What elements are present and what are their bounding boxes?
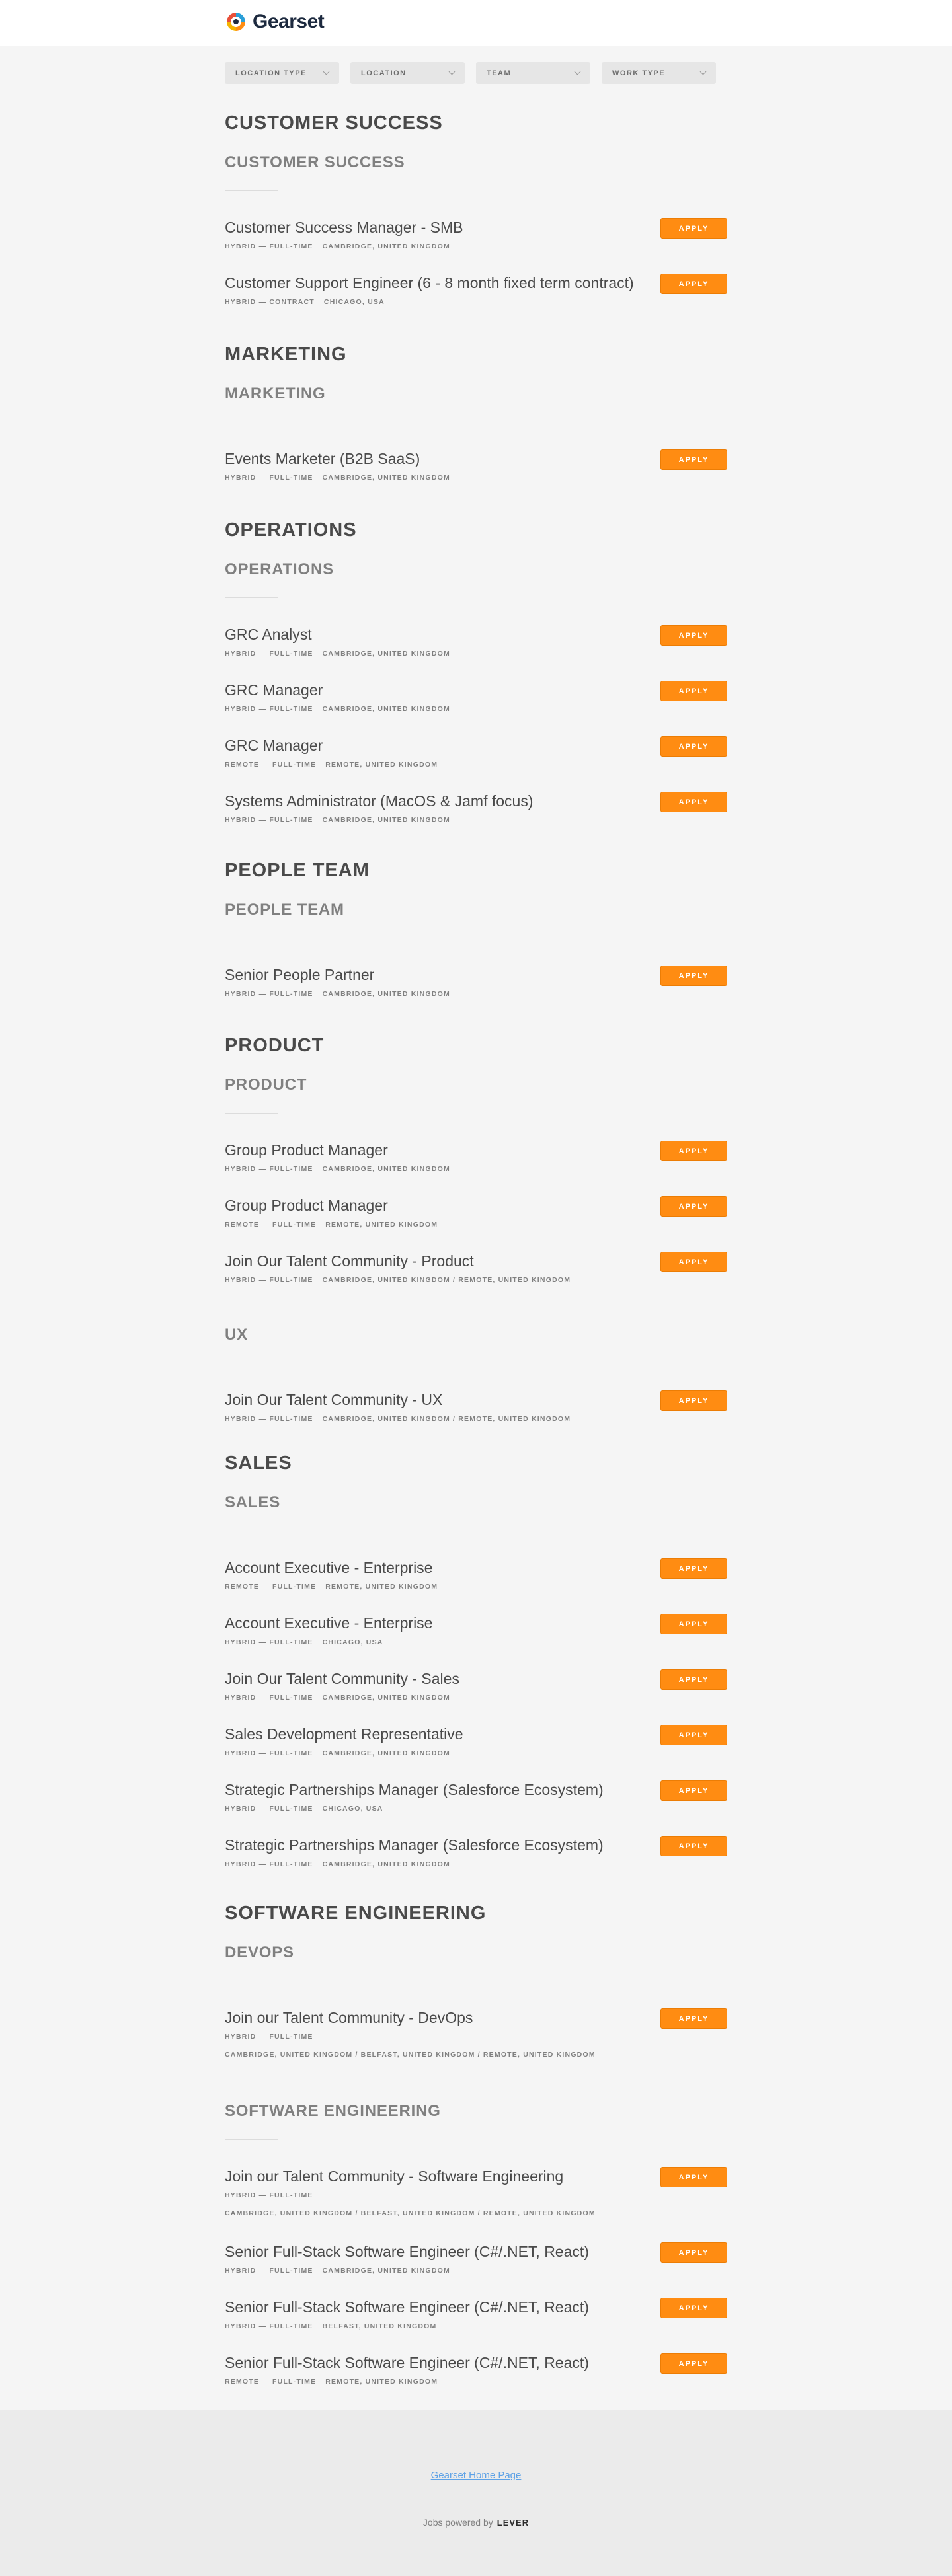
work-type: REMOTE — FULL-TIME	[225, 761, 317, 769]
job-location: CAMBRIDGE, UNITED KINGDOM	[322, 1165, 450, 1173]
job-meta	[225, 1414, 727, 1423]
department-heading: SALES	[225, 1494, 281, 1511]
job-meta	[225, 989, 727, 999]
work-type: HYBRID — FULL-TIME	[225, 1638, 313, 1646]
job-location: CAMBRIDGE, UNITED KINGDOM	[322, 1749, 450, 1757]
apply-button[interactable]: APPLY	[660, 2167, 727, 2187]
filter-bar	[225, 62, 716, 84]
department-heading: UX	[225, 1326, 248, 1344]
job-title-link[interactable]: Join Our Talent Community - Sales	[225, 1670, 459, 1687]
job-title-link[interactable]: Systems Administrator (MacOS & Jamf focus)	[225, 792, 534, 810]
job-posting[interactable]	[225, 1141, 727, 1174]
job-title-link[interactable]: Senior Full-Stack Software Engineer (C#/.NET, React)	[225, 2354, 589, 2371]
job-location: CAMBRIDGE, UNITED KINGDOM	[322, 816, 450, 824]
job-posting[interactable]	[225, 1390, 727, 1423]
filter-label: LOCATION TYPE	[235, 69, 307, 77]
work-type: HYBRID — FULL-TIME	[225, 2322, 313, 2330]
job-location: CAMBRIDGE, UNITED KINGDOM	[322, 474, 450, 482]
apply-button[interactable]: APPLY	[660, 1390, 727, 1411]
filter-location[interactable]	[350, 62, 465, 84]
work-type: HYBRID — FULL-TIME	[225, 1415, 313, 1423]
work-type: HYBRID — FULL-TIME	[225, 705, 313, 713]
job-meta	[225, 297, 727, 307]
job-title-link[interactable]: Account Executive - Enterprise	[225, 1614, 433, 1632]
job-posting[interactable]	[225, 2242, 727, 2275]
team-heading: CUSTOMER SUCCESS	[225, 112, 443, 133]
job-meta	[225, 2032, 727, 2041]
work-type: REMOTE — FULL-TIME	[225, 2378, 317, 2386]
team-heading: PEOPLE TEAM	[225, 860, 370, 881]
job-meta	[225, 473, 727, 482]
job-posting[interactable]	[225, 1780, 727, 1813]
job-meta	[225, 2377, 727, 2386]
department-heading: MARKETING	[225, 385, 326, 402]
job-title-link[interactable]: Customer Success Manager - SMB	[225, 219, 463, 236]
job-location: CAMBRIDGE, UNITED KINGDOM / BELFAST, UNITED KINGDOM / REMOTE, UNITED KINGDOM	[225, 2051, 596, 2059]
job-meta	[225, 704, 727, 714]
job-meta	[225, 760, 727, 769]
team-heading: SALES	[225, 1453, 292, 1474]
job-title-link[interactable]: Join Our Talent Community - UX	[225, 1391, 443, 1408]
job-meta	[225, 815, 727, 825]
work-type: HYBRID — FULL-TIME	[225, 990, 313, 998]
apply-button[interactable]: APPLY	[660, 1196, 727, 1217]
filter-label: LOCATION	[361, 69, 407, 77]
apply-button[interactable]: APPLY	[660, 2008, 727, 2029]
job-location: REMOTE, UNITED KINGDOM	[325, 1221, 438, 1229]
job-meta	[225, 1275, 727, 1285]
work-type: HYBRID — FULL-TIME	[225, 650, 313, 658]
job-meta	[225, 1860, 727, 1869]
job-title-link[interactable]: Events Marketer (B2B SaaS)	[225, 450, 420, 467]
chevron-down-icon	[575, 69, 581, 75]
department-divider	[225, 2139, 278, 2140]
apply-button[interactable]: APPLY	[660, 1141, 727, 1161]
filter-team[interactable]	[476, 62, 590, 84]
job-location: CAMBRIDGE, UNITED KINGDOM	[322, 243, 450, 250]
job-posting[interactable]	[225, 1196, 727, 1229]
job-title-link[interactable]: GRC Analyst	[225, 626, 312, 643]
job-posting[interactable]	[225, 2353, 727, 2386]
lever-logo[interactable]: LEVER	[496, 2518, 530, 2528]
apply-button[interactable]: APPLY	[660, 2242, 727, 2263]
apply-button[interactable]: APPLY	[660, 274, 727, 294]
powered-by-text: Jobs powered by	[422, 2517, 493, 2528]
job-posting[interactable]	[225, 792, 727, 825]
gearset-logo[interactable]	[225, 11, 324, 33]
department-heading: DEVOPS	[225, 1944, 294, 1961]
job-location: CHICAGO, USA	[322, 1638, 383, 1646]
job-posting[interactable]	[225, 681, 727, 714]
apply-button[interactable]: APPLY	[660, 736, 727, 757]
department-heading: SOFTWARE ENGINEERING	[225, 2102, 441, 2120]
job-title-link[interactable]: Customer Support Engineer (6 - 8 month fixed term contract)	[225, 274, 634, 291]
work-type: HYBRID — FULL-TIME	[225, 1860, 313, 1868]
team-heading: MARKETING	[225, 344, 347, 365]
job-location: REMOTE, UNITED KINGDOM	[325, 1583, 438, 1591]
filter-label: TEAM	[487, 69, 512, 77]
work-type: HYBRID — FULL-TIME	[225, 2191, 313, 2199]
apply-button[interactable]: APPLY	[660, 1558, 727, 1579]
team-heading: SOFTWARE ENGINEERING	[225, 1903, 487, 1924]
job-meta	[225, 242, 727, 251]
job-posting[interactable]	[225, 2298, 727, 2331]
work-type: HYBRID — FULL-TIME	[225, 474, 313, 482]
job-meta	[225, 2191, 727, 2200]
logo-text: Gearset	[253, 11, 325, 32]
team-heading: PRODUCT	[225, 1035, 325, 1056]
gearset-logo-icon	[225, 11, 247, 33]
filter-work-type[interactable]	[602, 62, 716, 84]
job-title-link[interactable]: Strategic Partnerships Manager (Salesforce Ecosystem)	[225, 1781, 604, 1798]
work-type: HYBRID — FULL-TIME	[225, 2267, 313, 2275]
apply-button[interactable]: APPLY	[660, 2298, 727, 2318]
job-posting[interactable]	[225, 449, 727, 482]
job-posting[interactable]	[225, 218, 727, 251]
job-meta	[225, 1582, 727, 1591]
chevron-down-icon	[449, 69, 456, 75]
department-heading: PRODUCT	[225, 1076, 307, 1094]
job-title-link[interactable]: Group Product Manager	[225, 1197, 388, 1214]
job-meta	[225, 1749, 727, 1758]
apply-button[interactable]: APPLY	[660, 681, 727, 701]
apply-button[interactable]: APPLY	[660, 1614, 727, 1634]
apply-button[interactable]: APPLY	[660, 449, 727, 470]
team-heading: OPERATIONS	[225, 519, 357, 541]
job-title-link[interactable]: Group Product Manager	[225, 1141, 388, 1158]
job-title-link[interactable]: Join our Talent Community - Software Engineering	[225, 2168, 564, 2185]
job-posting[interactable]	[225, 1614, 727, 1647]
apply-button[interactable]: APPLY	[660, 1725, 727, 1745]
apply-button[interactable]: APPLY	[660, 1669, 727, 1690]
job-location: CAMBRIDGE, UNITED KINGDOM	[322, 650, 450, 658]
job-location: CHICAGO, USA	[322, 1805, 383, 1813]
job-posting[interactable]	[225, 2008, 727, 2059]
filter-location-type[interactable]	[225, 62, 339, 84]
job-posting[interactable]	[225, 966, 727, 999]
job-title-link[interactable]: Senior Full-Stack Software Engineer (C#/.NET, React)	[225, 2298, 589, 2316]
work-type: HYBRID — FULL-TIME	[225, 2033, 313, 2041]
job-posting[interactable]	[225, 736, 727, 769]
job-posting[interactable]	[225, 1669, 727, 1702]
chevron-down-icon	[323, 69, 330, 75]
apply-button[interactable]: APPLY	[660, 1252, 727, 1272]
job-location: CAMBRIDGE, UNITED KINGDOM / REMOTE, UNITED KINGDOM	[322, 1276, 571, 1284]
job-posting[interactable]	[225, 1836, 727, 1869]
department-divider	[225, 190, 278, 191]
job-meta	[225, 1638, 727, 1647]
powered-by	[0, 2517, 952, 2528]
apply-button[interactable]: APPLY	[660, 1780, 727, 1801]
job-meta	[225, 1804, 727, 1813]
job-title-link[interactable]: Senior Full-Stack Software Engineer (C#/.NET, React)	[225, 2243, 589, 2260]
job-location: CAMBRIDGE, UNITED KINGDOM	[322, 2267, 450, 2275]
job-meta	[225, 649, 727, 658]
job-location: CAMBRIDGE, UNITED KINGDOM	[322, 705, 450, 713]
job-meta	[225, 2322, 727, 2331]
job-title-link[interactable]: Sales Development Representative	[225, 1725, 463, 1743]
job-meta	[225, 2266, 727, 2275]
filter-label: WORK TYPE	[612, 69, 666, 77]
job-location: REMOTE, UNITED KINGDOM	[325, 2378, 438, 2386]
department-heading: PEOPLE TEAM	[225, 901, 344, 919]
chevron-down-icon	[700, 69, 707, 75]
job-title-link[interactable]: Strategic Partnerships Manager (Salesforce Ecosystem)	[225, 1837, 604, 1854]
job-location: CAMBRIDGE, UNITED KINGDOM	[322, 990, 450, 998]
work-type: HYBRID — FULL-TIME	[225, 1694, 313, 1702]
job-location: CHICAGO, USA	[323, 298, 385, 306]
job-meta	[225, 1164, 727, 1174]
work-type: HYBRID — FULL-TIME	[225, 816, 313, 824]
job-title-link[interactable]: Join Our Talent Community - Product	[225, 1252, 474, 1269]
job-title-link[interactable]: Senior People Partner	[225, 966, 375, 983]
job-title-link[interactable]: Join our Talent Community - DevOps	[225, 2009, 473, 2026]
apply-button[interactable]: APPLY	[660, 2353, 727, 2374]
apply-button[interactable]: APPLY	[660, 218, 727, 239]
apply-button[interactable]: APPLY	[660, 792, 727, 812]
job-location: CAMBRIDGE, UNITED KINGDOM	[322, 1860, 450, 1868]
job-location: CAMBRIDGE, UNITED KINGDOM	[322, 1694, 450, 1702]
job-posting[interactable]	[225, 274, 727, 307]
job-posting[interactable]	[225, 625, 727, 658]
job-location: CAMBRIDGE, UNITED KINGDOM / BELFAST, UNITED KINGDOM / REMOTE, UNITED KINGDOM	[225, 2209, 596, 2217]
department-divider	[225, 597, 278, 598]
apply-button[interactable]: APPLY	[660, 966, 727, 986]
job-posting[interactable]	[225, 1558, 727, 1591]
job-location: BELFAST, UNITED KINGDOM	[322, 2322, 437, 2330]
work-type: REMOTE — FULL-TIME	[225, 1221, 317, 1229]
job-location: CAMBRIDGE, UNITED KINGDOM / REMOTE, UNITED KINGDOM	[322, 1415, 571, 1423]
home-page-link[interactable]: Gearset Home Page	[430, 2470, 522, 2481]
work-type: HYBRID — FULL-TIME	[225, 1276, 313, 1284]
work-type: HYBRID — FULL-TIME	[225, 1165, 313, 1173]
department-heading: CUSTOMER SUCCESS	[225, 153, 405, 171]
work-type: HYBRID — FULL-TIME	[225, 1805, 313, 1813]
job-meta	[225, 1220, 727, 1229]
job-posting[interactable]	[225, 2167, 727, 2217]
job-posting[interactable]	[225, 1252, 727, 1285]
department-heading: OPERATIONS	[225, 560, 334, 578]
job-meta	[225, 1693, 727, 1702]
job-title-link[interactable]: GRC Manager	[225, 681, 323, 699]
site-footer	[0, 2410, 952, 2576]
job-title-link[interactable]: Account Executive - Enterprise	[225, 1559, 433, 1576]
work-type: HYBRID — FULL-TIME	[225, 243, 313, 250]
department-divider	[225, 1113, 278, 1114]
work-type: REMOTE — FULL-TIME	[225, 1583, 317, 1591]
job-posting[interactable]	[225, 1725, 727, 1758]
apply-button[interactable]: APPLY	[660, 625, 727, 646]
apply-button[interactable]: APPLY	[660, 1836, 727, 1856]
site-header	[0, 0, 952, 46]
work-type: HYBRID — CONTRACT	[225, 298, 315, 306]
job-location: REMOTE, UNITED KINGDOM	[325, 761, 438, 769]
work-type: HYBRID — FULL-TIME	[225, 1749, 313, 1757]
job-title-link[interactable]: GRC Manager	[225, 737, 323, 754]
